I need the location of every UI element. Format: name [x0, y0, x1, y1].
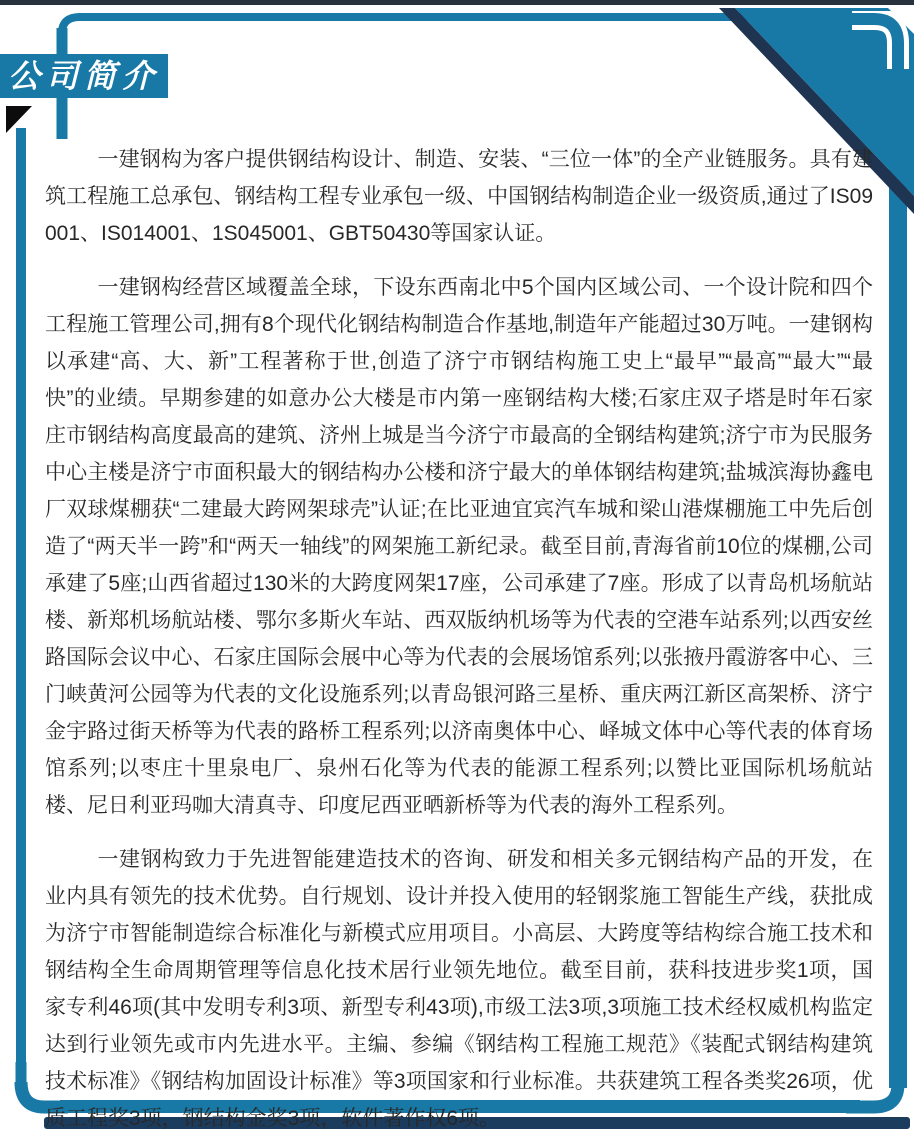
frame-corner-top-right: [848, 11, 910, 69]
corner-triangle-icon: [6, 106, 32, 133]
frame-border-left: [16, 128, 26, 1064]
paragraph-technology: 一建钢构致力于先进智能建造技术的咨询、研发和相关多元钢结构产品的开发，在业内具有领先的技术优势。自行规划、设计并投入使用的轻钢浆施工智能生产线，获批成为济宁市智能制造综合标准化与新模式应用项目。小高层、大跨度等结构综合施工技术和钢结构全生命周期管理等信息化技术居行业领先地位。截至目前，获科技进步奖1项，国家专利46项(其中发明专利3项、新型专利43项),市级工法3项,3项施工技术经权威机构监定达到行业领先或市内先进水平。主编、参编《钢结构工程施工规范》《装配式钢结构建筑技术标准》《钢结构加固设计标准》等3项国家和行业标准。共获建筑工程各类奖26项，优质工程奖3项，钢结构金奖3项，软件著作权6项。: [45, 848, 873, 1129]
body-text: [45, 141, 873, 1129]
section-title-text: 公司简介: [8, 57, 161, 95]
section-title-badge: [0, 54, 168, 98]
paragraph-intro: 一建钢构为客户提供钢结构设计、制造、安装、“三位一体”的全产业链服务。具有建筑工程施工总承包、钢结构工程专业承包一级、中国钢结构制造企业一级资质,通过了IS09001、IS014001、1S045001、GBT50430等国家认证。: [45, 148, 873, 245]
paragraph-business: 一建钢构经营区域覆盖全球，下设东西南北中5个国内区域公司、一个设计院和四个工程施工管理公司,拥有8个现代化钢结构制造合作基地,制造年产能超过30万吨。一建钢构以承建“高、大、新”工程著称于世,创造了济宁市钢结构施工史上“最早”“最高”“最大”“最快”的业绩。早期参建的如意办公大楼是市内第一座钢结构大楼;石家庄双子塔是时年石家庄市钢结构高度最高的建筑、济州上城是当今济宁市最高的全钢结构建筑;济宁市为民服务中心主楼是济宁市面积最大的钢结构办公楼和济宁最大的单体钢结构建筑;盐城滨海协鑫电厂双球煤棚获“二建最大跨网架球壳”认证;在比亚迪宜宾汽车城和梁山港煤棚施工中先后创造了“两天半一跨”和“两天一轴线”的网架施工新纪录。截至目前,青海省前10位的煤棚,公司承建了5座;山西省超过130米的大跨度网架17座，公司承建了7座。形成了以青岛机场航站楼、新郑机场航站楼、鄂尔多斯火车站、西双版纳机场等为代表的空港车站系列;以西安丝路国际会议中心、石家庄国际会展中心等为代表的会展场馆系列;以张掖丹霞游客中心、三门峡黄河公园等为代表的文化设施系列;以青岛银河路三星桥、重庆两江新区高架桥、济宁金宇路过街天桥等为代表的路桥工程系列;以济南奥体中心、峄城文体中心等代表的体育场馆系列;以枣庄十里泉电厂、泉州石化等为代表的能源工程系列;以赞比亚国际机场航站楼、尼日利亚玛咖大清真寺、印度尼西亚晒新桥等为代表的海外工程系列。: [45, 276, 873, 817]
